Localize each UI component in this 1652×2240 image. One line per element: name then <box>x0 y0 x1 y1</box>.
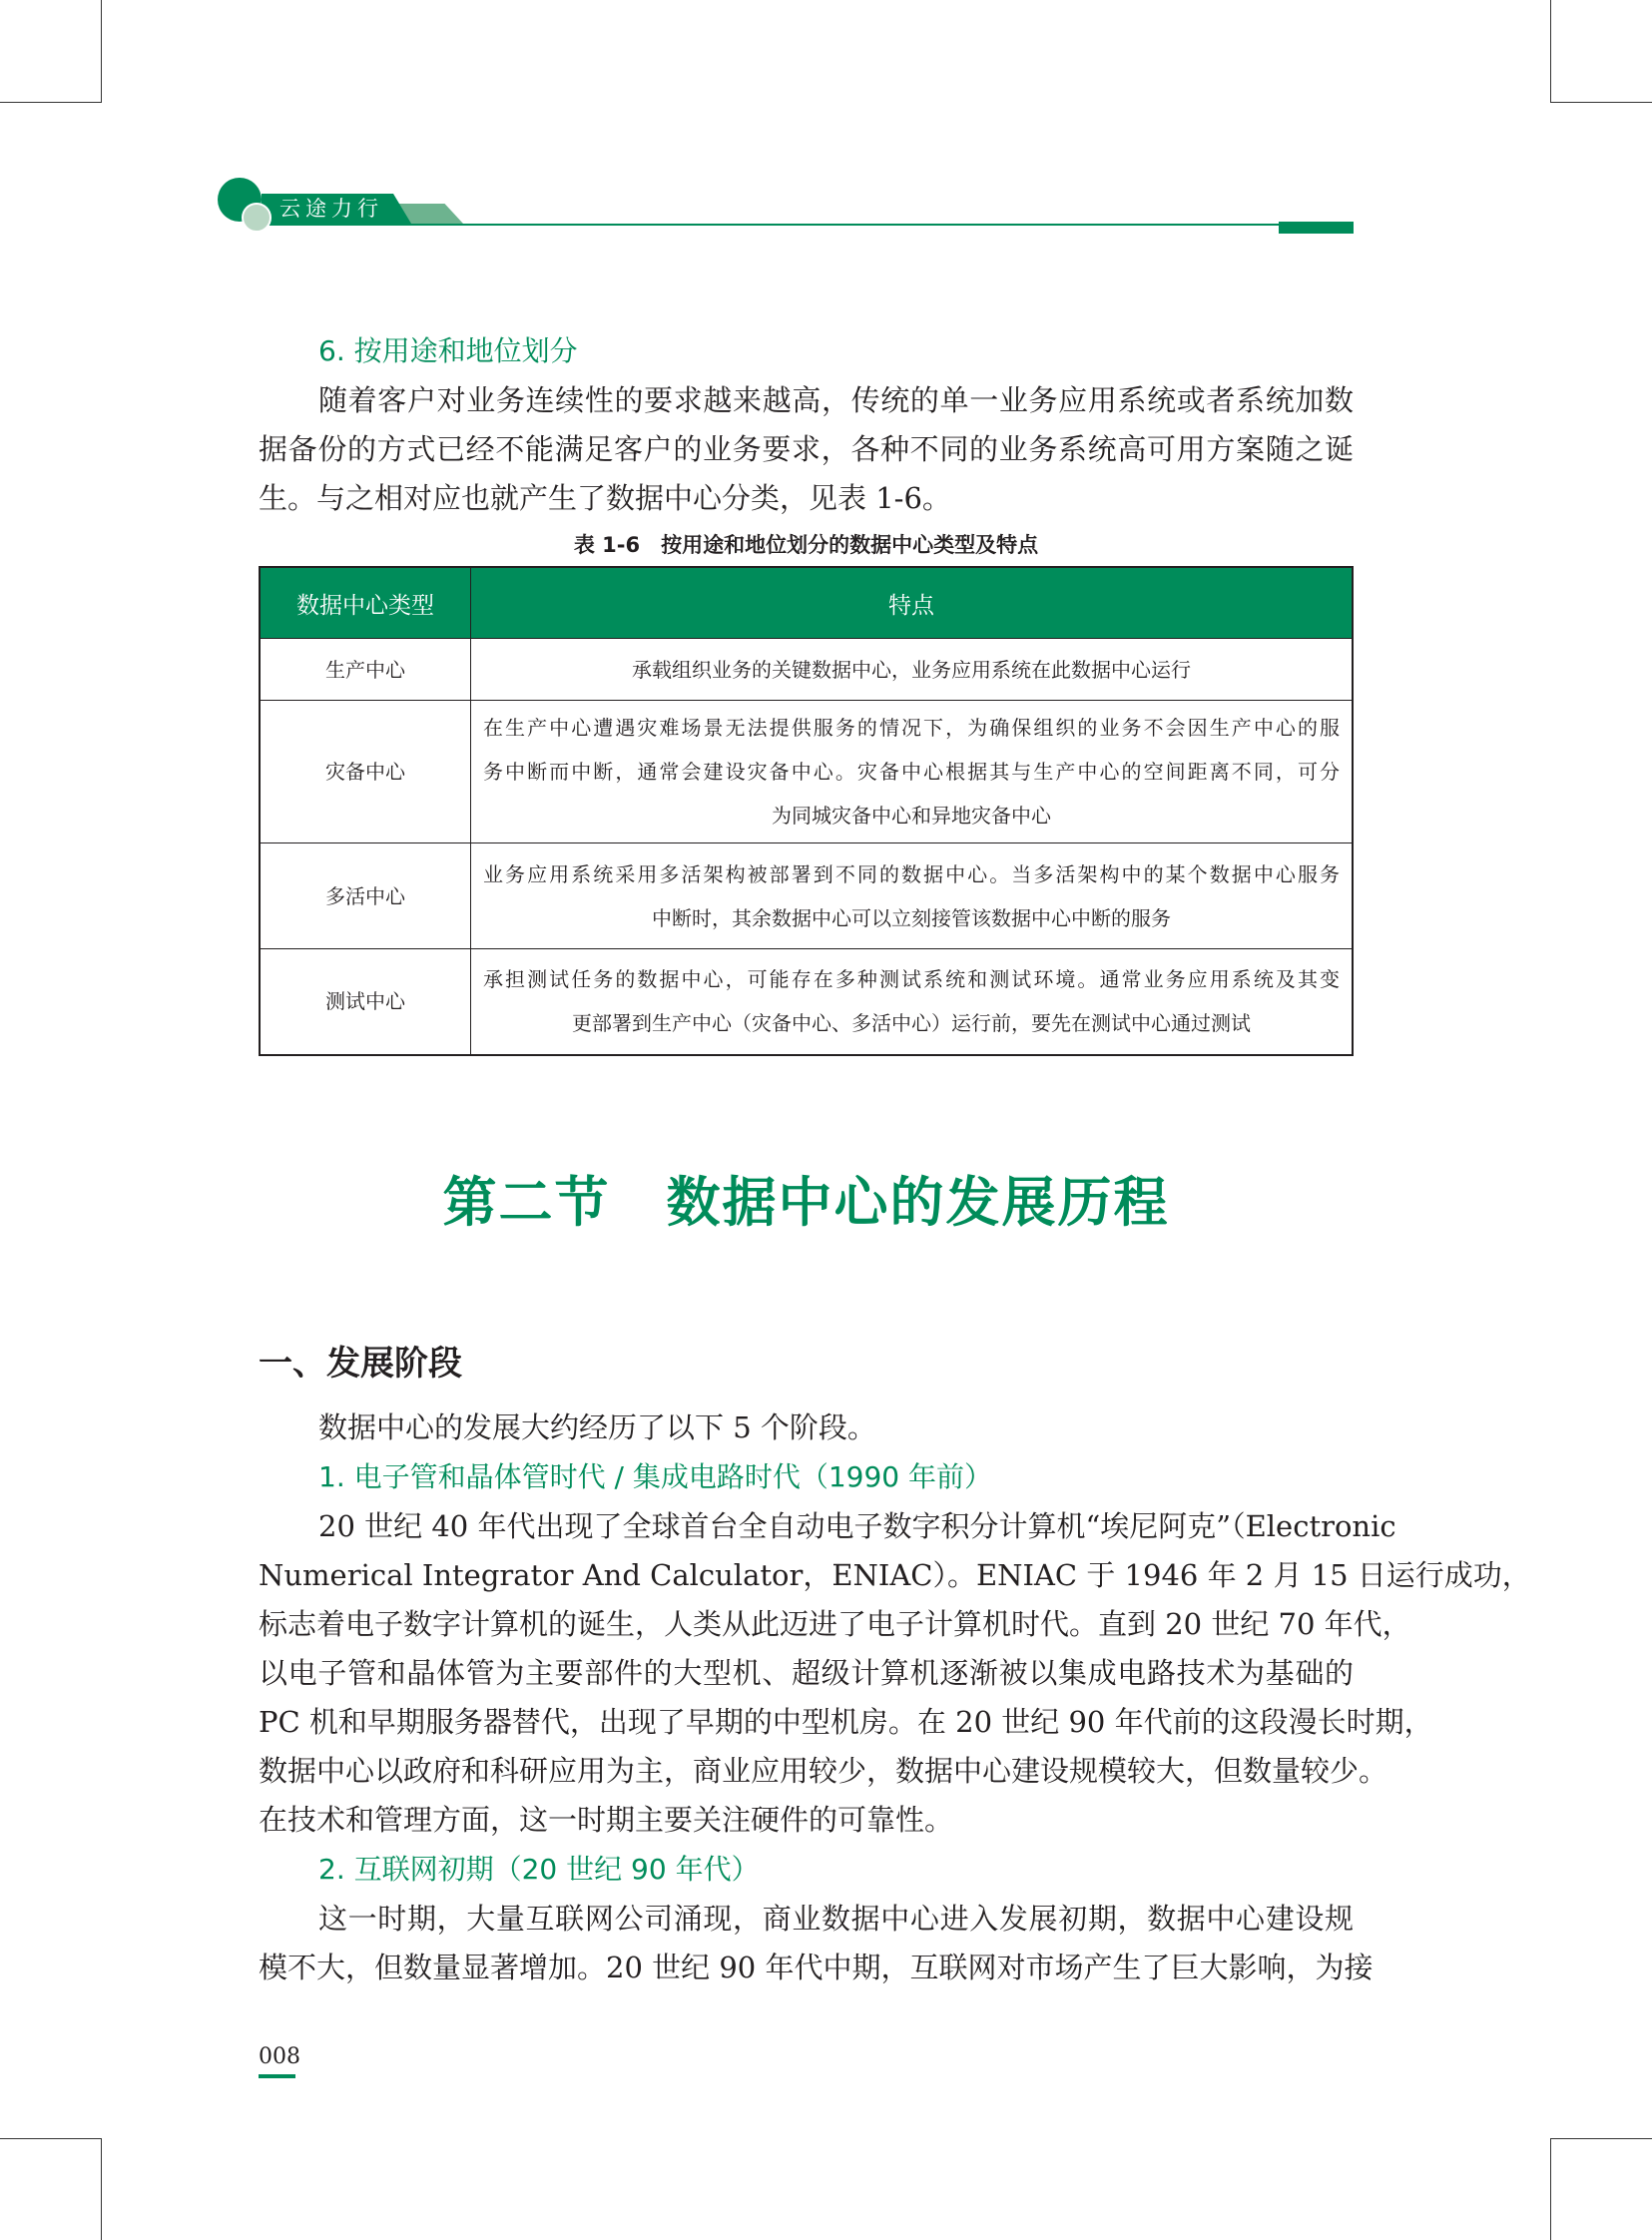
cell-line: 在生产中心遭遇灾难场景无法提供服务的情况下，为确保组织的业务不会因生产中心的服 <box>483 716 1340 740</box>
header-rule <box>255 224 1353 226</box>
paragraph-line: 生。与之相对应也就产生了数据中心分类，见表 1-6。 <box>259 481 951 515</box>
paragraph-line: PC 机和早期服务器替代，出现了早期的中型机房。在 20 世纪 90 年代前的这段漫长时期， <box>259 1705 1433 1739</box>
paragraph-line: 据备份的方式已经不能满足客户的业务要求，各种不同的业务系统高可用方案随之诞 <box>259 432 1354 466</box>
paragraph-line: 20 世纪 40 年代出现了全球首台全自动电子数字积分计算机“埃尼阿克”（Electronic <box>318 1509 1396 1543</box>
crop-mark-bottom-left-h <box>0 2138 102 2139</box>
cell-line: 承载组织业务的关键数据中心，业务应用系统在此数据中心运行 <box>632 657 1191 682</box>
development-stages <box>259 1403 1531 1992</box>
paragraph-line: 数据中心以政府和科研应用为主，商业应用较少，数据中心建设规模较大，但数量较少。 <box>259 1754 1388 1788</box>
table-row <box>260 701 1353 843</box>
paragraph-line: 以电子管和晶体管为主要部件的大型机、超级计算机逐渐被以集成电路技术为基础的 <box>259 1656 1354 1690</box>
cell-line: 中断时，其余数据中心可以立刻接管该数据中心中断的服务 <box>652 905 1171 930</box>
table-row <box>260 843 1353 949</box>
paragraph-line: 这一时期，大量互联网公司涌现，商业数据中心进入发展初期，数据中心建设规 <box>318 1902 1354 1936</box>
page-number-underline <box>259 2074 295 2078</box>
cell-line: 为同城灾备中心和异地灾备中心 <box>772 804 1051 828</box>
column-header-features: 特点 <box>471 567 1354 639</box>
cell-features <box>471 639 1354 701</box>
cell-features <box>471 949 1354 1055</box>
paragraph-line: Numerical Integrator And Calculator，ENIAC）。ENIAC 于 1946 年 2 月 15 日运行成功， <box>259 1558 1531 1592</box>
table-row <box>260 949 1353 1055</box>
crop-mark-top-right-h <box>1550 102 1652 103</box>
cell-type: 测试中心 <box>260 949 471 1055</box>
table-row <box>260 639 1353 701</box>
cell-line: 业务应用系统采用多活架构被部署到不同的数据中心。当多活架构中的某个数据中心服务 <box>483 861 1340 886</box>
cell-type: 灾备中心 <box>260 701 471 843</box>
header-rule-block <box>1279 222 1354 234</box>
page-number: 008 <box>259 2044 300 2069</box>
cell-line: 务中断而中断，通常会建设灾备中心。灾备中心根据其与生产中心的空间距离不同，可分 <box>483 760 1340 784</box>
section-6-heading: 6. 按用途和地位划分 <box>318 334 578 367</box>
section-6 <box>259 326 1354 523</box>
table-header-row <box>260 567 1353 639</box>
crop-mark-top-left-h <box>0 102 102 103</box>
stage-1-heading: 1. 电子管和晶体管时代 / 集成电路时代（1990 年前） <box>318 1460 993 1493</box>
cell-type: 多活中心 <box>260 843 471 949</box>
header-small-circle-icon <box>242 203 272 233</box>
cell-features <box>471 843 1354 949</box>
intro-line: 数据中心的发展大约经历了以下 5 个阶段。 <box>318 1410 876 1444</box>
table-caption: 表 1-6 按用途和地位划分的数据中心类型及特点 <box>573 533 1039 557</box>
cell-type: 生产中心 <box>260 639 471 701</box>
datacenter-types-table <box>259 566 1354 1056</box>
crop-mark-bottom-left-v <box>101 2138 102 2240</box>
column-header-type: 数据中心类型 <box>260 567 471 639</box>
paragraph-line: 随着客户对业务连续性的要求越来越高，传统的单一业务应用系统或者系统加数 <box>318 383 1354 417</box>
subheading: 一、发展阶段 <box>259 1344 462 1384</box>
paragraph-line: 在技术和管理方面，这一时期主要关注硬件的可靠性。 <box>259 1803 954 1837</box>
cell-features <box>471 701 1354 843</box>
crop-mark-top-right-v <box>1550 0 1551 103</box>
crop-mark-top-left-v <box>101 0 102 103</box>
crop-mark-bottom-right-v <box>1550 2138 1551 2240</box>
cell-line: 承担测试任务的数据中心，可能存在多种测试系统和测试环境。通常业务应用系统及其变 <box>483 967 1340 992</box>
running-title: 云途力行 <box>279 197 383 221</box>
paragraph-line: 标志着电子数字计算机的诞生，人类从此迈进了电子计算机时代。直到 20 世纪 70 年代， <box>259 1607 1411 1641</box>
cell-line: 更部署到生产中心（灾备中心、多活中心）运行前，要先在测试中心通过测试 <box>572 1011 1251 1036</box>
stage-2-heading: 2. 互联网初期（20 世纪 90 年代） <box>318 1853 760 1886</box>
section-title: 第二节 数据中心的发展历程 <box>442 1171 1170 1234</box>
crop-mark-bottom-right-h <box>1550 2138 1652 2139</box>
paragraph-line: 模不大，但数量显著增加。20 世纪 90 年代中期，互联网对市场产生了巨大影响，为接 <box>259 1951 1374 1984</box>
